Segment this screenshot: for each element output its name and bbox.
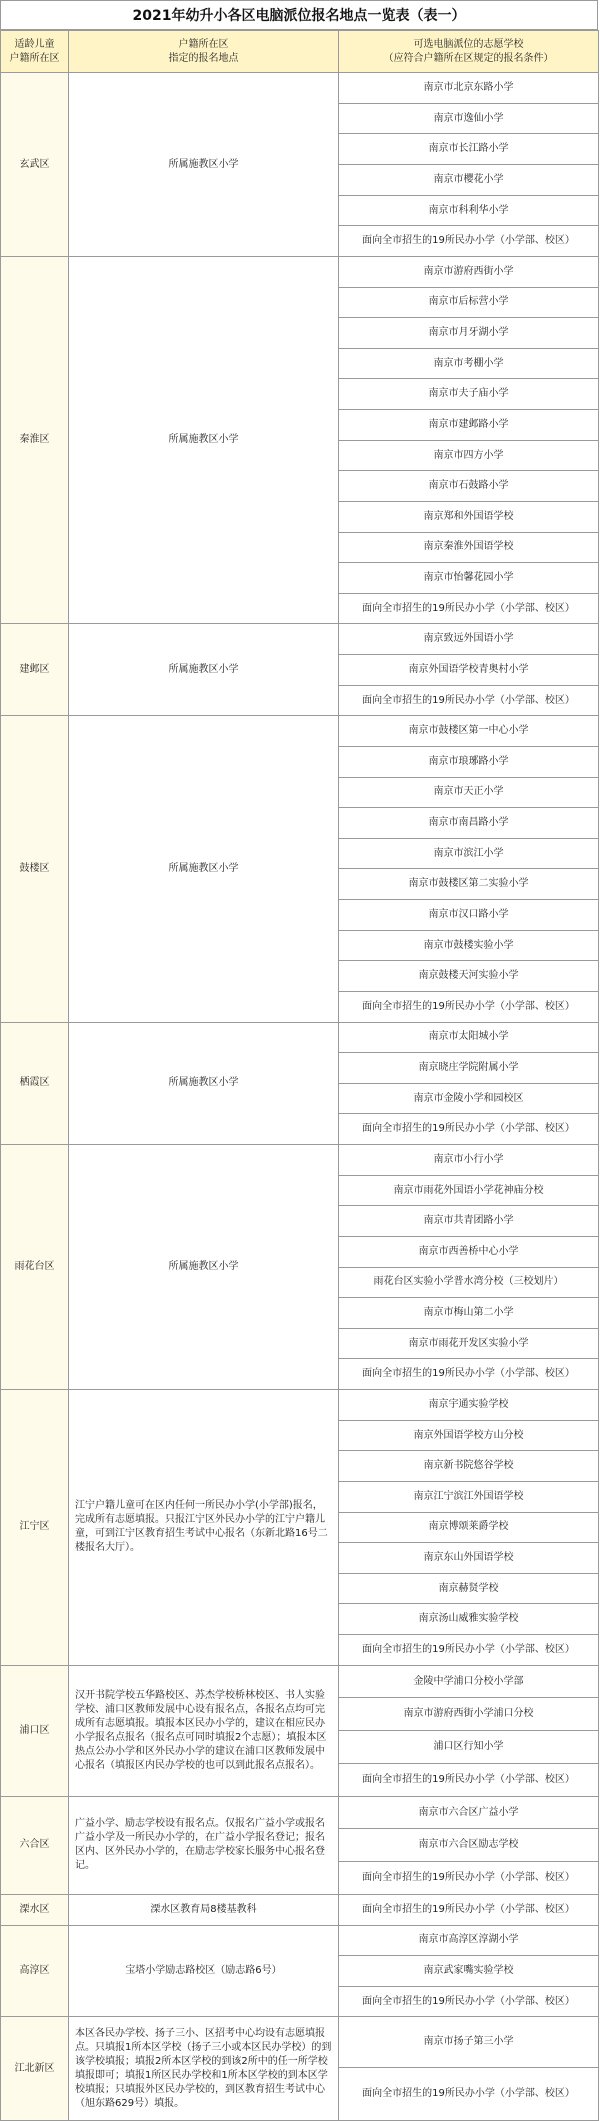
header-district-line1: 适龄儿童 [14, 38, 55, 50]
table-row [1, 1665, 599, 1698]
header-place [69, 31, 339, 73]
school-name: 南京市考棚小学 [339, 348, 599, 379]
district-name: 秦淮区 [1, 256, 69, 624]
school-name: 南京市雨花外国语小学花神庙分校 [339, 1175, 599, 1206]
school-name: 南京市怡馨花园小学 [339, 563, 599, 594]
school-name: 南京市樱花小学 [339, 165, 599, 196]
school-name: 南京市高淳区淳湖小学 [339, 1925, 599, 1956]
school-name: 面向全市招生的19所民办小学（小学部、校区） [339, 1635, 599, 1666]
school-name: 南京致远外国语小学 [339, 624, 599, 655]
district-name: 浦口区 [1, 1665, 69, 1796]
school-name: 南京市西善桥中心小学 [339, 1236, 599, 1267]
school-name: 南京赫贤学校 [339, 1573, 599, 1604]
school-name: 南京市科利华小学 [339, 195, 599, 226]
header-schools-line2: （应符合户籍所在区规定的报名条件） [383, 52, 554, 64]
district-name: 六合区 [1, 1796, 69, 1894]
header-district [1, 31, 69, 73]
registration-place: 所属施教区小学 [69, 1022, 339, 1145]
header-schools [339, 31, 599, 73]
table-row [1, 1925, 599, 1956]
district-name: 溧水区 [1, 1894, 69, 1925]
header-district-line2: 户籍所在区 [9, 52, 60, 64]
school-name: 南京市鼓楼区第二实验小学 [339, 869, 599, 900]
school-name: 南京鼓楼天河实验小学 [339, 961, 599, 992]
registration-place: 宝塔小学励志路校区（励志路6号） [69, 1925, 339, 2017]
school-name: 南京市滨江小学 [339, 838, 599, 869]
table-row [1, 716, 599, 747]
school-name: 南京市游府西街小学 [339, 256, 599, 287]
table-row [1, 1390, 599, 1421]
school-name: 南京市北京东路小学 [339, 73, 599, 104]
school-name: 面向全市招生的19所民办小学（小学部、校区） [339, 1114, 599, 1145]
school-name: 南京外国语学校方山分校 [339, 1420, 599, 1451]
school-name: 南京市后标营小学 [339, 287, 599, 318]
school-name: 面向全市招生的19所民办小学（小学部、校区） [339, 685, 599, 716]
school-name: 南京市石鼓路小学 [339, 471, 599, 502]
header-schools-line1: 可选电脑派位的志愿学校 [413, 38, 524, 50]
school-name: 南京市梅山第二小学 [339, 1298, 599, 1329]
district-name: 高淳区 [1, 1925, 69, 2017]
school-name: 面向全市招生的19所民办小学（小学部、校区） [339, 593, 599, 624]
school-name: 南京市雨花开发区实验小学 [339, 1328, 599, 1359]
school-name: 金陵中学浦口分校小学部 [339, 1665, 599, 1698]
school-name: 南京武家嘴实验学校 [339, 1956, 599, 1987]
district-name: 玄武区 [1, 73, 69, 257]
school-name: 南京外国语学校青奥村小学 [339, 655, 599, 686]
school-name: 南京市太阳城小学 [339, 1022, 599, 1053]
school-name: 南京市逸仙小学 [339, 103, 599, 134]
school-name: 雨花台区实验小学普水湾分校（三校划片） [339, 1267, 599, 1298]
school-name: 面向全市招生的19所民办小学（小学部、校区） [339, 2068, 599, 2121]
registration-place: 广益小学、励志学校设有报名点。仅报名广益小学或报名广益小学及一所民办小学的，在广益小学报名登记；报名区内、区外民办小学的，在励志学校家长服务中心报名登记。 [69, 1796, 339, 1894]
registration-place: 所属施教区小学 [69, 716, 339, 1022]
school-name: 南京市游府西街小学浦口分校 [339, 1698, 599, 1731]
table-row [1, 1145, 599, 1176]
table-row [1, 2017, 599, 2068]
registration-place: 溧水区教育局8楼基教科 [69, 1894, 339, 1925]
school-name: 南京晓庄学院附属小学 [339, 1053, 599, 1084]
registration-place: 所属施教区小学 [69, 256, 339, 624]
header-row [1, 31, 599, 73]
district-name: 江北新区 [1, 2017, 69, 2121]
enrollment-table [0, 30, 599, 2121]
school-name: 面向全市招生的19所民办小学（小学部、校区） [339, 991, 599, 1022]
table-row [1, 1796, 599, 1829]
school-name: 南京市鼓楼实验小学 [339, 930, 599, 961]
school-name: 南京市南昌路小学 [339, 808, 599, 839]
school-name: 南京东山外国语学校 [339, 1543, 599, 1574]
registration-place: 所属施教区小学 [69, 624, 339, 716]
school-name: 面向全市招生的19所民办小学（小学部、校区） [339, 1986, 599, 2017]
school-name: 南京市月牙湖小学 [339, 318, 599, 349]
school-name: 南京市扬子第三小学 [339, 2017, 599, 2068]
registration-place: 本区各民办学校、扬子三小、区招考中心均设有志愿填报点。只填报1所本区学校（扬子三小或本区民办学校）的到该学校填报；填报2所本区学校的到该2所中的任一所学校填报即可；填报1所区民办学校和1所本区学校的到本区学校填报；只填报外区民办学校的，到区教育招生考试中心（旭东路629号）填报。 [69, 2017, 339, 2121]
registration-place: 江宁户籍儿童可在区内任何一所民办小学(小学部)报名，完成所有志愿填报。只报江宁区外民办小学的江宁户籍儿童，可到江宁区教育招生考试中心报名（东新北路16号二楼报名大厅）。 [69, 1390, 339, 1666]
district-name: 雨花台区 [1, 1145, 69, 1390]
registration-place: 所属施教区小学 [69, 1145, 339, 1390]
school-name: 南京市汉口路小学 [339, 900, 599, 931]
school-name: 南京市天正小学 [339, 777, 599, 808]
school-name: 面向全市招生的19所民办小学（小学部、校区） [339, 1894, 599, 1925]
school-name: 南京市夫子庙小学 [339, 379, 599, 410]
registration-place: 汉开书院学校五华路校区、苏杰学校桥林校区、书人实验学校、浦口区教师发展中心设有报名点，各报名点均可完成所有志愿填报。填报本区民办小学的，建议在相应民办小学报名点报名（报名点可同时填报2个志愿）；填报本区热点公办小学和区外民办小学的建议在浦口区教师发展中心报名（填报区内民办学校的也可以到此报名点报名）。 [69, 1665, 339, 1796]
school-name: 南京市鼓楼区第一中心小学 [339, 716, 599, 747]
school-name: 南京市金陵小学和园校区 [339, 1083, 599, 1114]
district-name: 栖霞区 [1, 1022, 69, 1145]
school-name: 南京市共青团路小学 [339, 1206, 599, 1237]
school-name: 南京郑和外国语学校 [339, 501, 599, 532]
header-place-line2: 指定的报名地点 [168, 52, 239, 64]
school-name: 南京新书院悠谷学校 [339, 1451, 599, 1482]
school-name: 南京博颂莱爵学校 [339, 1512, 599, 1543]
page-title: 2021年幼升小各区电脑派位报名地点一览表（表一） [0, 0, 598, 30]
district-name: 江宁区 [1, 1390, 69, 1666]
registration-place: 所属施教区小学 [69, 73, 339, 257]
district-name: 鼓楼区 [1, 716, 69, 1022]
school-name: 浦口区行知小学 [339, 1731, 599, 1764]
table-row [1, 624, 599, 655]
school-name: 面向全市招生的19所民办小学（小学部、校区） [339, 1862, 599, 1895]
school-name: 面向全市招生的19所民办小学（小学部、校区） [339, 1359, 599, 1390]
school-name: 南京市小行小学 [339, 1145, 599, 1176]
table-row [1, 73, 599, 104]
school-name: 南京宇通实验学校 [339, 1390, 599, 1421]
school-name: 南京市六合区励志学校 [339, 1829, 599, 1862]
school-name: 面向全市招生的19所民办小学（小学部、校区） [339, 1763, 599, 1796]
table-row [1, 256, 599, 287]
table-row [1, 1022, 599, 1053]
district-name: 建邺区 [1, 624, 69, 716]
school-name: 南京市四方小学 [339, 440, 599, 471]
school-name: 南京市建邺路小学 [339, 410, 599, 441]
school-name: 南京市长江路小学 [339, 134, 599, 165]
school-name: 南京市六合区广益小学 [339, 1796, 599, 1829]
header-place-line1: 户籍所在区 [178, 38, 229, 50]
school-name: 南京秦淮外国语学校 [339, 532, 599, 563]
table-row [1, 1894, 599, 1925]
school-name: 南京江宁滨江外国语学校 [339, 1481, 599, 1512]
school-name: 南京市琅琊路小学 [339, 746, 599, 777]
school-name: 南京汤山威雅实验学校 [339, 1604, 599, 1635]
school-name: 面向全市招生的19所民办小学（小学部、校区） [339, 226, 599, 257]
